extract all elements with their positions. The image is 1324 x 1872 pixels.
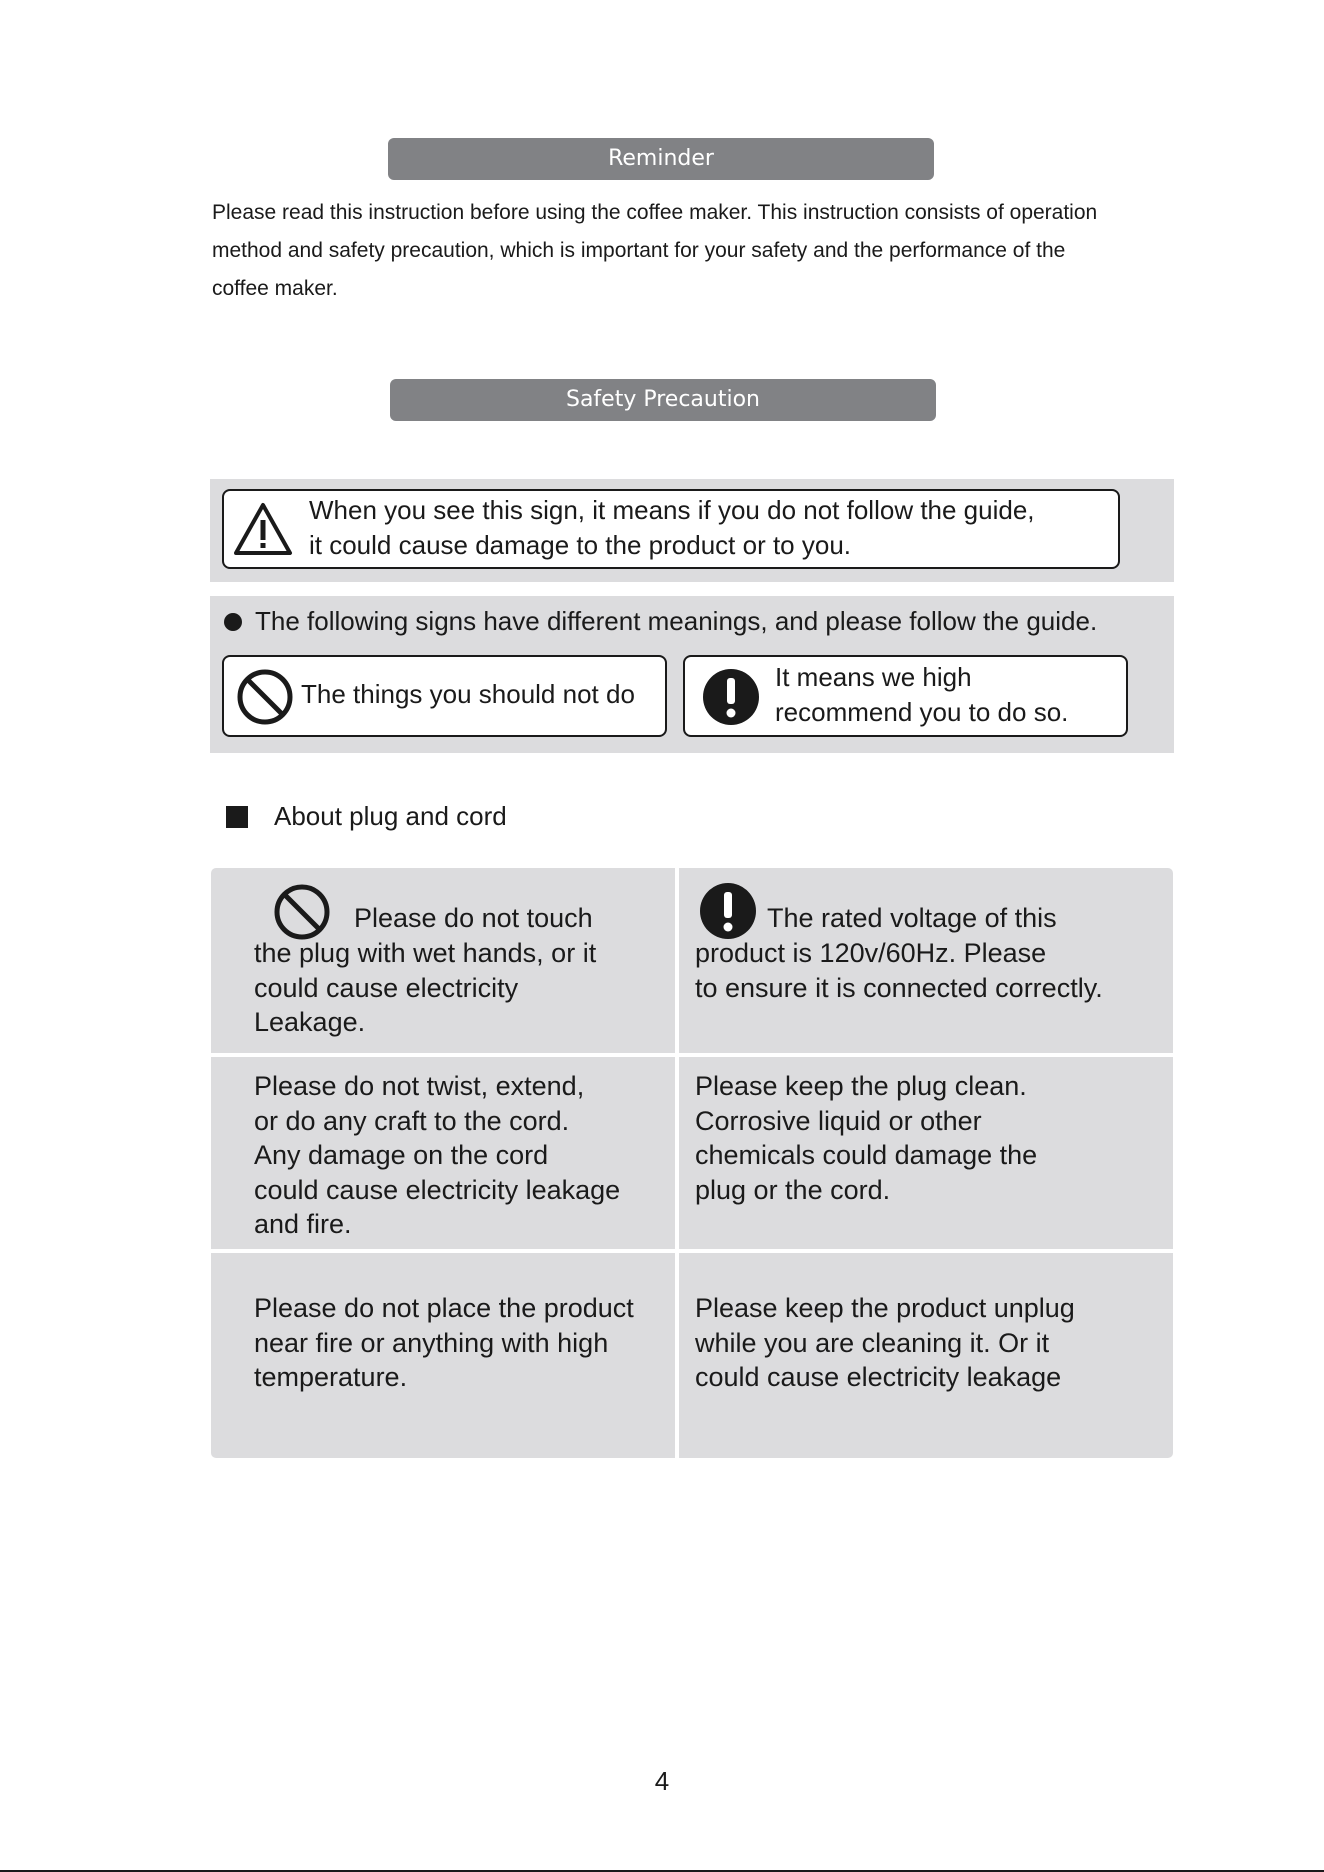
cell-line: Any damage on the cord xyxy=(254,1140,549,1170)
cell-line: and fire. xyxy=(254,1209,352,1239)
table-cell-r1-right xyxy=(679,868,1173,1053)
reminder-line: coffee maker. xyxy=(212,277,338,300)
cell-text: Please do not touch xyxy=(354,903,593,933)
cell-line: Please do not place the product xyxy=(254,1293,634,1323)
cell-line: to ensure it is connected correctly. xyxy=(695,972,1103,1003)
safety-heading: Safety Precaution xyxy=(390,379,936,421)
table-cell-r3-right xyxy=(679,1253,1173,1458)
mandatory-line: It means we high xyxy=(775,662,972,692)
cell-text xyxy=(695,1291,1075,1395)
section-square-icon xyxy=(226,806,248,828)
exclamation-icon xyxy=(702,668,760,726)
cell-line: could cause electricity leakage xyxy=(695,1362,1062,1392)
table-cell-r2-left xyxy=(211,1057,675,1249)
cell-line: Leakage. xyxy=(254,1007,366,1037)
table-cell-r2-right xyxy=(679,1057,1173,1249)
prohibited-icon xyxy=(236,668,294,726)
cell-text xyxy=(695,936,1103,1005)
prohibited-text: The things you should not do xyxy=(301,679,635,709)
exclamation-icon xyxy=(699,882,757,940)
bullet-icon xyxy=(224,613,242,631)
warning-panel xyxy=(210,479,1174,582)
reminder-text xyxy=(212,194,1212,308)
table-cell-r1-left xyxy=(211,868,675,1053)
signs-intro: The following signs have different meanings, and please follow the guide. xyxy=(255,606,1098,636)
prohibited-icon xyxy=(273,883,331,941)
plug-section-title: About plug and cord xyxy=(274,801,507,831)
signs-panel xyxy=(210,596,1174,753)
reminder-line: method and safety precaution, which is important for your safety and the performance of the xyxy=(212,239,1066,262)
cell-line: temperature. xyxy=(254,1362,408,1392)
cell-line: or do any craft to the cord. xyxy=(254,1105,570,1136)
prohibited-sign-box xyxy=(222,655,667,737)
cell-line: the plug with wet hands, or it xyxy=(254,938,597,968)
warning-line: When you see this sign, it means if you do not follow the guide, xyxy=(309,495,1035,525)
cell-line: could cause electricity leakage xyxy=(254,1174,621,1205)
page-number: 4 xyxy=(654,1766,670,1796)
reminder-heading: Reminder xyxy=(388,138,934,180)
cell-text xyxy=(254,936,596,1040)
warning-text xyxy=(309,493,1035,563)
table-cell-r3-left xyxy=(211,1253,675,1458)
warning-box xyxy=(222,489,1120,569)
cell-text xyxy=(695,1069,1037,1207)
cell-line: chemicals could damage the xyxy=(695,1140,1038,1170)
cell-line: Corrosive liquid or other xyxy=(695,1105,982,1136)
warning-triangle-icon xyxy=(232,501,294,557)
cell-text: The rated voltage of this xyxy=(767,903,1057,933)
cell-line: Please keep the plug clean. xyxy=(695,1071,1027,1101)
cell-line: near fire or anything with high xyxy=(254,1327,609,1358)
cell-line: Please keep the product unplug xyxy=(695,1293,1075,1323)
reminder-line: Please read this instruction before using the coffee maker. This instruction consists of operation xyxy=(212,201,1098,224)
mandatory-text xyxy=(775,660,1068,730)
cell-line: while you are cleaning it. Or it xyxy=(695,1327,1050,1358)
mandatory-sign-box xyxy=(683,655,1128,737)
cell-line: Please do not twist, extend, xyxy=(254,1071,585,1101)
cell-line: product is 120v/60Hz. Please xyxy=(695,938,1047,968)
mandatory-line: recommend you to do so. xyxy=(775,697,1069,727)
cell-line: could cause electricity xyxy=(254,972,519,1003)
warning-line: it could cause damage to the product or to you. xyxy=(309,530,852,560)
cell-text xyxy=(254,1291,634,1395)
cell-line: plug or the cord. xyxy=(695,1174,891,1205)
cell-text xyxy=(254,1069,620,1242)
